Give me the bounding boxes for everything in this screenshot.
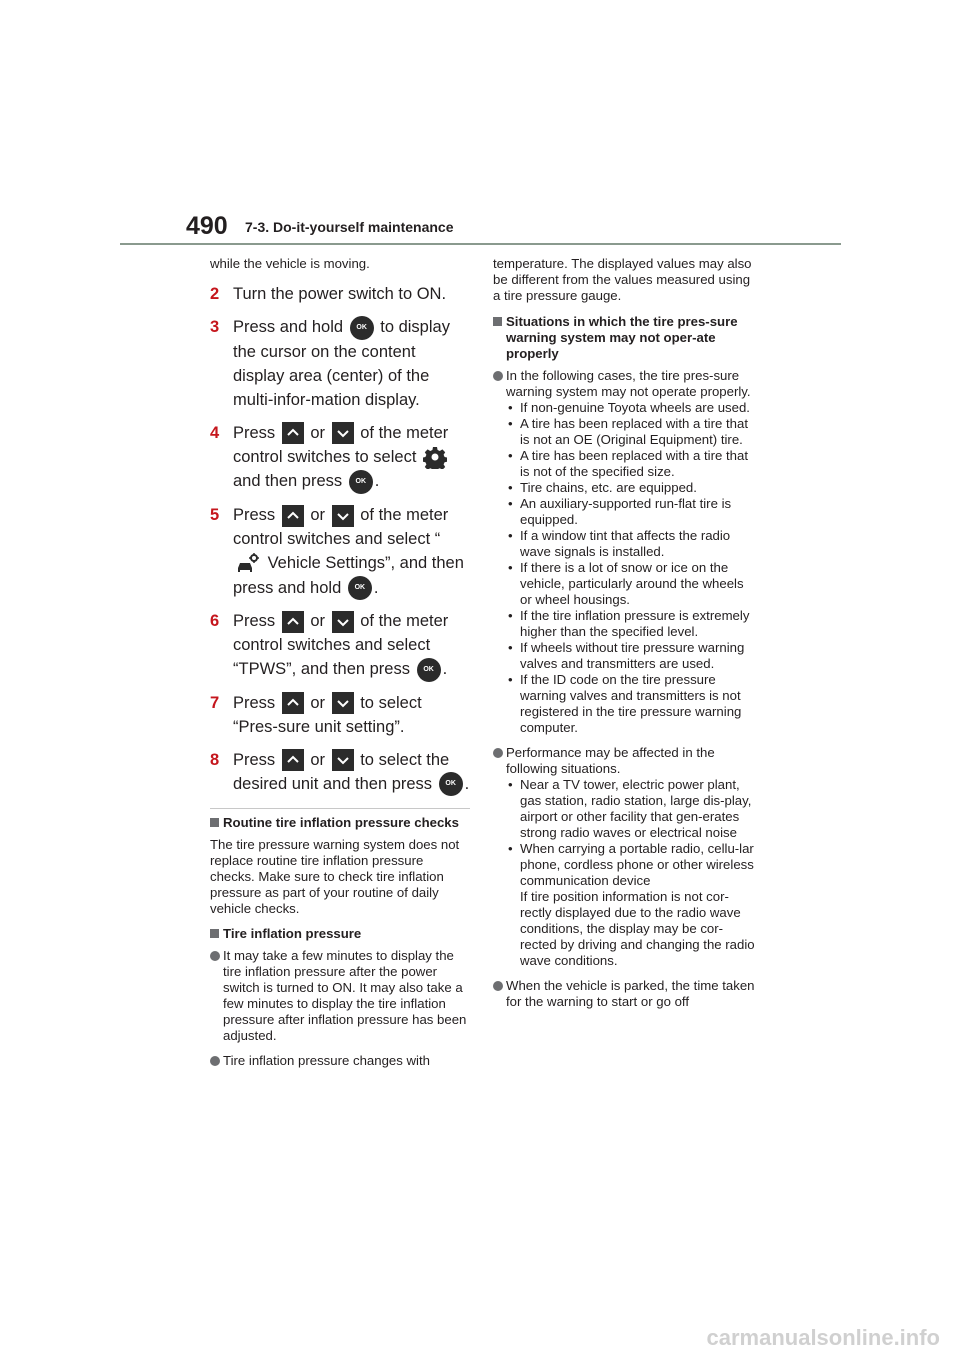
sub-list-item: • When carrying a portable radio, cellu-lar phone, cordless phone or other wireless communication device If tire position information is not cor-rectly displayed due to the radio wave conditions, the display may be cor-rected by driving and changing the radio wave conditions. — [506, 841, 755, 969]
sub-list-item: • A tire has been replaced with a tire that is not an OE (Original Equipment) tire. — [506, 416, 755, 448]
step-3: 3 Press and hold OK to display the cursor on the content display area (center) of the multi-infor-mation display. — [210, 315, 470, 412]
right-column — [493, 256, 755, 1019]
note-text: If tire position information is not cor-rectly displayed due to the radio wave conditions, the display may be cor-rected by driving and changing the radio wave conditions. — [520, 889, 755, 968]
up-arrow-icon — [282, 749, 304, 771]
page-header — [0, 0, 960, 250]
sub-list-item: • If the tire inflation pressure is extremely higher than the specified level. — [506, 608, 755, 640]
step-number: 4 — [210, 423, 220, 442]
sub-list-item: • An auxiliary-supported run-flat tire is equipped. — [506, 496, 755, 528]
step-8: 8 Press or to select the desired unit and then press OK . — [210, 748, 470, 797]
circle-bullet-icon — [493, 981, 503, 991]
sub-list-item: • If wheels without tire pressure warning valves and transmitters are used. — [506, 640, 755, 672]
step-number: 8 — [210, 750, 220, 769]
continuation-text: while the vehicle is moving. — [210, 256, 370, 271]
continuation-text: temperature. The displayed values may also be different from the values measured using a tire pressure gauge. — [493, 256, 752, 303]
circle-bullet-icon — [210, 951, 220, 961]
list-item: In the following cases, the tire pres-sure warning system may not operate properly. • If non-genuine Toyota wheels are used. • A tire has been replaced with a tire that is not an OE (Original Equipment) tire. • A tire has been replaced with a tire that is not of the specified size. • Tire chains, etc. are equipped. • An auxiliary-supported run-flat tire is equipped. • If a window tint that affects the radio wave signals is installed. • If there is a lot of snow or ice on the vehicle, particularly around the wheels or wheel housings. • If the tire inflation pressure is extremely higher than the specified level. • If wheels without tire pressure warning valves and transmitters are used. • If the ID code on the tire pressure warning valves and transmitters is not registered in the tire pressure warning computer. — [493, 368, 755, 736]
step-number: 7 — [210, 693, 220, 712]
sub-list-item: • If there is a lot of snow or ice on the vehicle, particularly around the wheels or wheel housings. — [506, 560, 755, 608]
sub-list — [506, 400, 755, 736]
left-column — [210, 256, 470, 1078]
up-arrow-icon — [282, 611, 304, 633]
step-6: 6 Press or of the meter control switches and select “TPWS”, and then press OK . — [210, 609, 470, 682]
square-bullet-icon — [210, 818, 219, 827]
step-4: 4 Press or of the meter control switches to select and then press OK . — [210, 421, 470, 494]
step-7: 7 Press or to select “Pres-sure unit setting”. — [210, 691, 470, 739]
sub-list-item: • A tire has been replaced with a tire that is not of the specified size. — [506, 448, 755, 480]
circle-bullet-icon — [493, 748, 503, 758]
list-item: When the vehicle is parked, the time taken for the warning to start or go off — [493, 978, 755, 1010]
sub-list-item: • Tire chains, etc. are equipped. — [506, 480, 755, 496]
sub-list-item: • If non-genuine Toyota wheels are used. — [506, 400, 755, 416]
sub-list — [506, 777, 755, 969]
sub-list-item: • If a window tint that affects the radio wave signals is installed. — [506, 528, 755, 560]
step-number: 6 — [210, 612, 220, 631]
gear-icon — [423, 445, 447, 469]
list-item: Performance may be affected in the following situations. • Near a TV tower, electric power plant, gas station, radio station, large dis-play, airport or other facility that gen-erates strong radio waves or electrical noise • When carrying a portable radio, cellu-lar phone, cordless phone or other wireless communication device If tire position information is not cor-rectly displayed due to the radio wave conditions, the display may be cor-rected by driving and changing the radio wave conditions. — [493, 745, 755, 969]
step-number: 3 — [210, 318, 220, 336]
section-title: 7-3. Do-it-yourself maintenance — [245, 219, 454, 235]
down-arrow-icon — [332, 611, 354, 633]
car-settings-icon — [235, 552, 261, 576]
circle-bullet-icon — [210, 1056, 220, 1066]
list-item: Tire inflation pressure changes with — [210, 1053, 470, 1069]
down-arrow-icon — [332, 749, 354, 771]
ok-button-icon: OK — [349, 470, 373, 494]
ok-button-icon: OK — [439, 772, 463, 796]
routine-checks-text: The tire pressure warning system does not replace routine tire inflation pressure checks. Make sure to check tire inflation pressure as part of your routine of daily vehicle checks. — [210, 837, 460, 917]
sub-list-item: • Near a TV tower, electric power plant, gas station, radio station, large dis-play, airport or other facility that gen-erates strong radio waves or electrical noise — [506, 777, 755, 841]
header-divider — [120, 243, 841, 245]
inflation-pressure-heading: Tire inflation pressure — [210, 926, 470, 942]
sub-list-item: • If the ID code on the tire pressure warning valves and transmitters is not registered in the tire pressure warning computer. — [506, 672, 755, 736]
page-number: 490 — [186, 212, 228, 240]
ok-button-icon: OK — [348, 576, 372, 600]
up-arrow-icon — [282, 692, 304, 714]
down-arrow-icon — [332, 505, 354, 527]
up-arrow-icon — [282, 422, 304, 444]
square-bullet-icon — [493, 317, 502, 326]
ok-button-icon: OK — [350, 316, 374, 340]
square-bullet-icon — [210, 929, 219, 938]
step-5: 5 Press or of the meter control switches and select “ Vehicle Settings”, and then press and hold OK . — [210, 503, 470, 600]
down-arrow-icon — [332, 692, 354, 714]
step-number: 5 — [210, 505, 220, 524]
circle-bullet-icon — [493, 371, 503, 381]
situations-heading: Situations in which the tire pres-sure warning system may not oper-ate properly — [493, 314, 755, 362]
ok-button-icon: OK — [417, 658, 441, 682]
routine-checks-heading: Routine tire inflation pressure checks — [210, 815, 470, 831]
step-2: 2 Turn the power switch to ON. — [210, 282, 470, 306]
watermark: carmanualsonline.info — [706, 1325, 940, 1350]
list-item: It may take a few minutes to display the tire inflation pressure after the power switch is turned to ON. It may also take a few minutes to display the tire inflation pressure after inflation pressure has been adjusted. — [210, 948, 470, 1044]
section-divider — [210, 808, 470, 809]
down-arrow-icon — [332, 422, 354, 444]
step-number: 2 — [210, 285, 220, 303]
up-arrow-icon — [282, 505, 304, 527]
